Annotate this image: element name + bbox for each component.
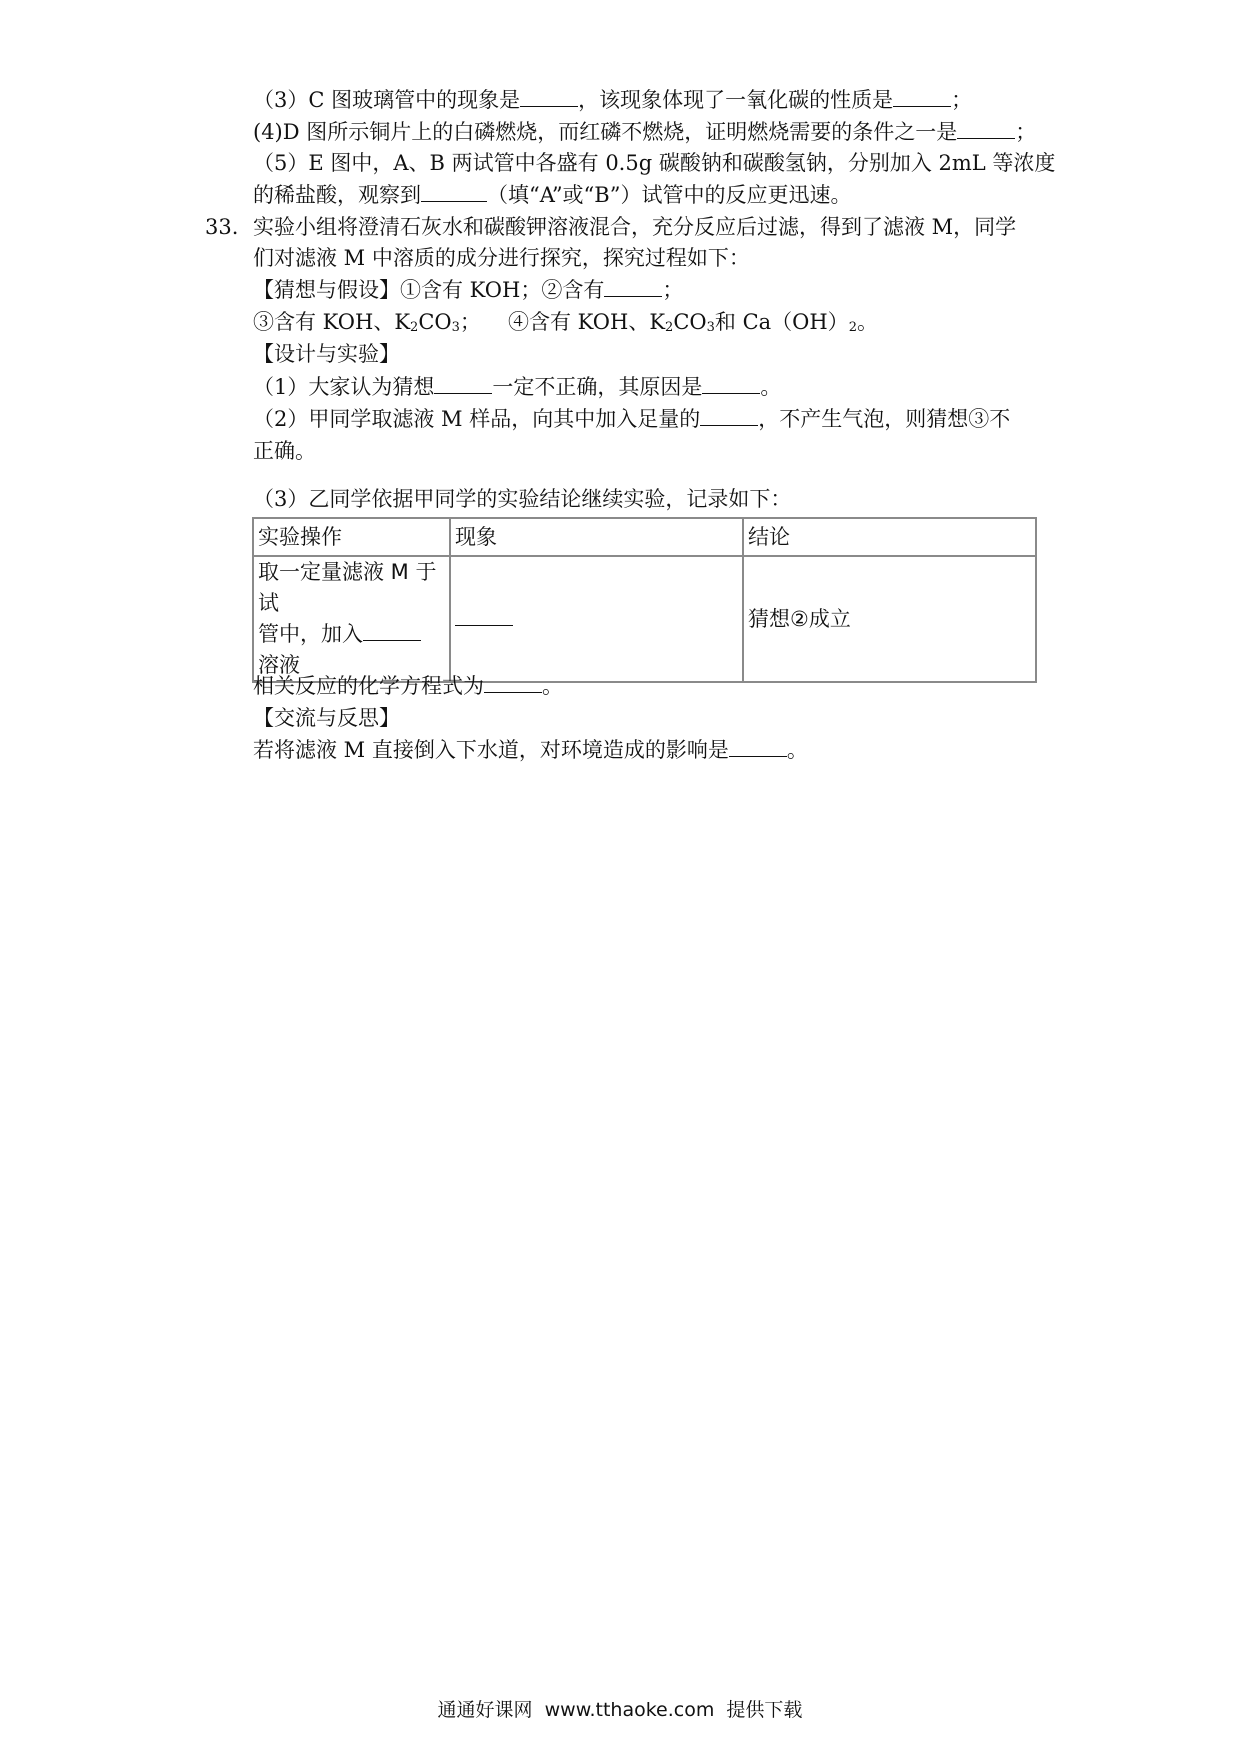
answer-blank [421, 183, 487, 202]
answer-blank [893, 88, 951, 107]
reflection-question: 若将滤液 M 直接倒入下水道，对环境造成的影响是 。 [253, 738, 808, 762]
answer-blank [520, 88, 578, 107]
answer-blank [455, 607, 513, 626]
design-part-2-cont: 正确。 [253, 439, 316, 463]
page-footer [0, 1695, 1240, 1722]
footer-url[interactable]: www.tthaoke.com [544, 1699, 715, 1721]
hypothesis-line-1: 【猜想与假设】①含有 KOH；②含有 ； [253, 278, 684, 302]
table-row [253, 556, 1036, 682]
section-reflection: 【交流与反思】 [253, 706, 400, 730]
table-header-operation: 实验操作 [253, 518, 450, 556]
table-cell-conclusion: 猜想②成立 [743, 556, 1036, 682]
answer-blank [604, 278, 662, 297]
design-part-3: （3）乙同学依据甲同学的实验结论继续实验，记录如下： [253, 487, 792, 511]
equation-line: 相关反应的化学方程式为 。 [253, 674, 563, 698]
answer-blank [702, 375, 760, 394]
answer-blank [700, 407, 758, 426]
question-33-stem-cont: 们对滤液 M 中溶质的成分进行探究，探究过程如下： [253, 246, 750, 270]
hypothesis-4: ④含有 KOH、$K_2CO_3$和 $Ca(OH)_2$。 [508, 310, 878, 335]
design-part-2: （2）甲同学取滤液 M 样品，向其中加入足量的 ，不产生气泡，则猜想③不 [253, 407, 1011, 431]
hypothesis-line-2: ③含有 KOH、$K_2CO_3$； [253, 310, 481, 335]
question-32-part-5-cont: 的稀盐酸，观察到 （填“A”或“B”）试管中的反应更迅速。 [253, 183, 852, 207]
table-header-row [253, 518, 1036, 556]
question-32-part-5: （5）E 图中，A、B 两试管中各盛有 0.5g 碳酸钠和碳酸氢钠，分别加入 2mL 等浓度 [253, 151, 1056, 175]
answer-blank [957, 120, 1015, 139]
answer-blank [484, 674, 542, 693]
table-cell-phenomenon [450, 556, 743, 682]
section-design-experiment: 【设计与实验】 [253, 342, 400, 366]
question-33-stem: 实验小组将澄清石灰水和碳酸钾溶液混合，充分反应后过滤，得到了滤液 M，同学 [253, 215, 1017, 239]
answer-blank [434, 375, 492, 394]
table-header-conclusion: 结论 [743, 518, 1036, 556]
footer-tail: 提供下载 [726, 1699, 803, 1721]
answer-blank [729, 738, 787, 757]
footer-site-name: 通通好课网 [437, 1699, 533, 1721]
question-32-part-3: （3）C 图玻璃管中的现象是 ，该现象体现了一氧化碳的性质是 ； [253, 88, 973, 112]
table-cell-operation: 取一定量滤液 M 于试 管中，加入 溶液 [253, 556, 450, 682]
table-header-phenomenon: 现象 [450, 518, 743, 556]
question-32-part-4: (4)D 图所示铜片上的白磷燃烧，而红磷不燃烧，证明燃烧需要的条件之一是 ； [253, 120, 1037, 144]
answer-blank [363, 622, 421, 641]
design-part-1: （1）大家认为猜想 一定不正确，其原因是 。 [253, 375, 782, 399]
experiment-table [252, 517, 1037, 683]
question-33-number: 33. [205, 215, 239, 239]
